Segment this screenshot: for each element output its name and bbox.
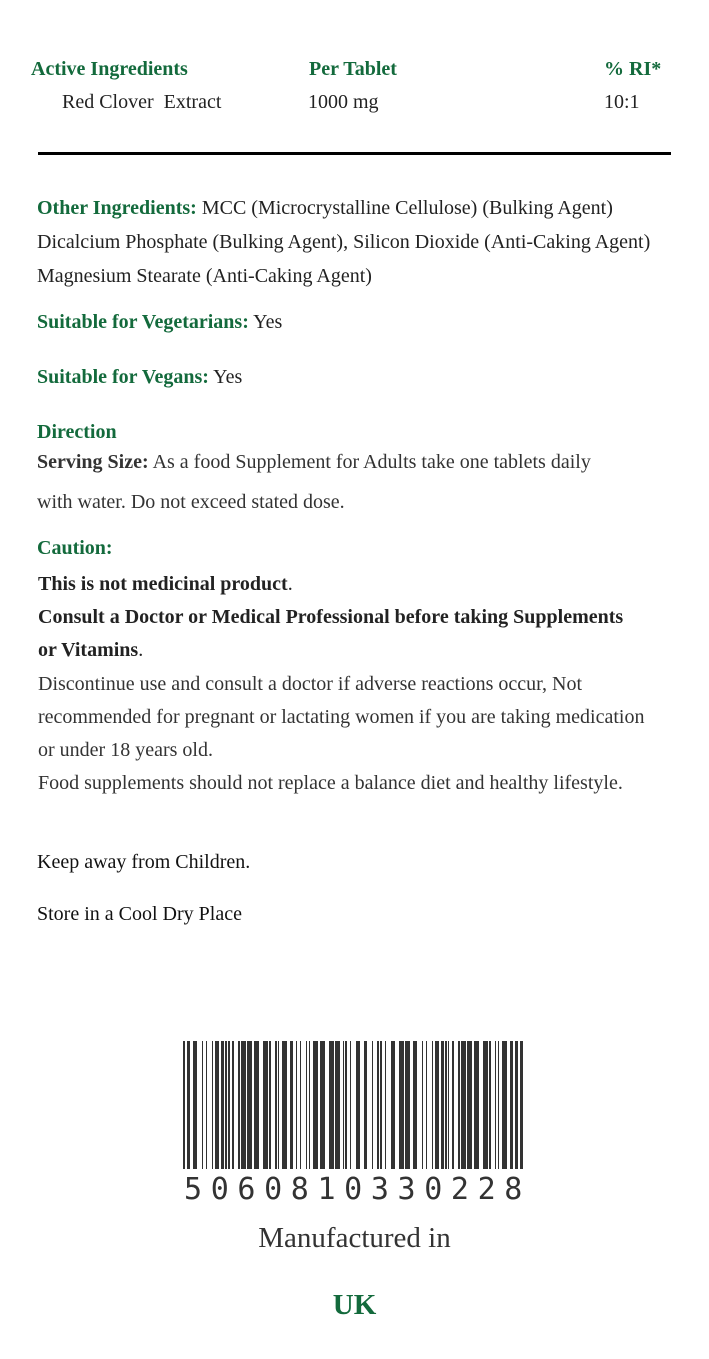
vegetarian-row — [37, 311, 282, 334]
caution-line-4: Food supplements should not replace a balance diet and healthy lifestyle. — [38, 772, 623, 794]
barcode-digit: 6 — [237, 1172, 260, 1207]
keep-away-text: Keep away from Children. — [37, 851, 251, 873]
barcode-digit: 0 — [424, 1172, 446, 1207]
other-ingredients-line-3: Magnesium Stearate (Anti-Caking Agent) — [37, 265, 372, 287]
direction-heading: Direction — [37, 421, 117, 443]
vegetarian-value: Yes — [253, 311, 283, 333]
barcode-bar — [520, 1041, 523, 1169]
other-ingredients-line-2: Dicalcium Phosphate (Bulking Agent), Silicon Dioxide (Anti-Caking Agent) — [37, 231, 651, 253]
serving-line-1 — [37, 451, 591, 474]
vegetarian-label: Suitable for Vegetarians: — [37, 311, 249, 333]
other-ingredients-label: Other Ingredients: — [37, 197, 197, 219]
caution-line-2: recommended for pregnant or lactating women if you are taking medication — [38, 706, 645, 728]
or-vitamins-text: or Vitamins — [38, 639, 139, 661]
barcode-digit: 2 — [477, 1172, 500, 1207]
caution-line-1: Discontinue use and consult a doctor if adverse reactions occur, Not — [38, 673, 583, 695]
barcode-digit: 1 — [317, 1172, 340, 1207]
serving-size-label: Serving Size: — [37, 451, 149, 473]
barcode-digit: 8 — [290, 1172, 313, 1207]
punct: . — [287, 573, 293, 595]
ingredient-name: Red Clover Extract — [62, 91, 222, 113]
barcode-number — [184, 1172, 526, 1207]
divider-line — [38, 152, 671, 155]
header-ri: % RI* — [604, 58, 662, 80]
barcode — [183, 1041, 525, 1171]
ingredient-amount: 1000 mg — [308, 91, 379, 113]
vegan-value: Yes — [213, 366, 243, 388]
other-ingredients-text-1: MCC (Microcrystalline Cellulose) (Bulking Agent) — [201, 197, 613, 219]
barcode-digit: 8 — [504, 1172, 526, 1207]
caution-heading: Caution: — [37, 537, 113, 559]
store-text: Store in a Cool Dry Place — [37, 903, 242, 925]
header-active-ingredients: Active Ingredients — [31, 58, 188, 80]
caution-bold-line-3 — [38, 639, 143, 662]
serving-size-text: As a food Supplement for Adults take one tablets daily — [152, 451, 591, 473]
caution-line-3: or under 18 years old. — [38, 739, 213, 761]
caution-bold-line-1 — [38, 573, 293, 596]
serving-line-2: with water. Do not exceed stated dose. — [37, 491, 345, 513]
header-per-tablet: Per Tablet — [309, 58, 397, 80]
manufactured-in-label: Manufactured in — [258, 1222, 451, 1254]
not-medicinal-text: This is not medicinal product — [38, 573, 288, 595]
vegan-label: Suitable for Vegans: — [37, 366, 209, 388]
barcode-digit: 3 — [370, 1172, 393, 1207]
manufactured-country: UK — [332, 1289, 377, 1321]
barcode-bars — [183, 1041, 525, 1169]
barcode-digit: 0 — [264, 1172, 286, 1207]
caution-bold-line-2: Consult a Doctor or Medical Professional before taking Supplements — [38, 606, 624, 628]
ingredient-ri: 10:1 — [604, 91, 640, 113]
vegan-row — [37, 366, 242, 389]
barcode-digit: 3 — [397, 1172, 420, 1207]
barcode-digit: 5 — [184, 1172, 206, 1207]
barcode-digit: 0 — [344, 1172, 366, 1207]
punct: . — [138, 639, 144, 661]
barcode-digit: 2 — [450, 1172, 473, 1207]
barcode-digit: 0 — [210, 1172, 233, 1207]
other-ingredients-line-1 — [37, 197, 613, 220]
